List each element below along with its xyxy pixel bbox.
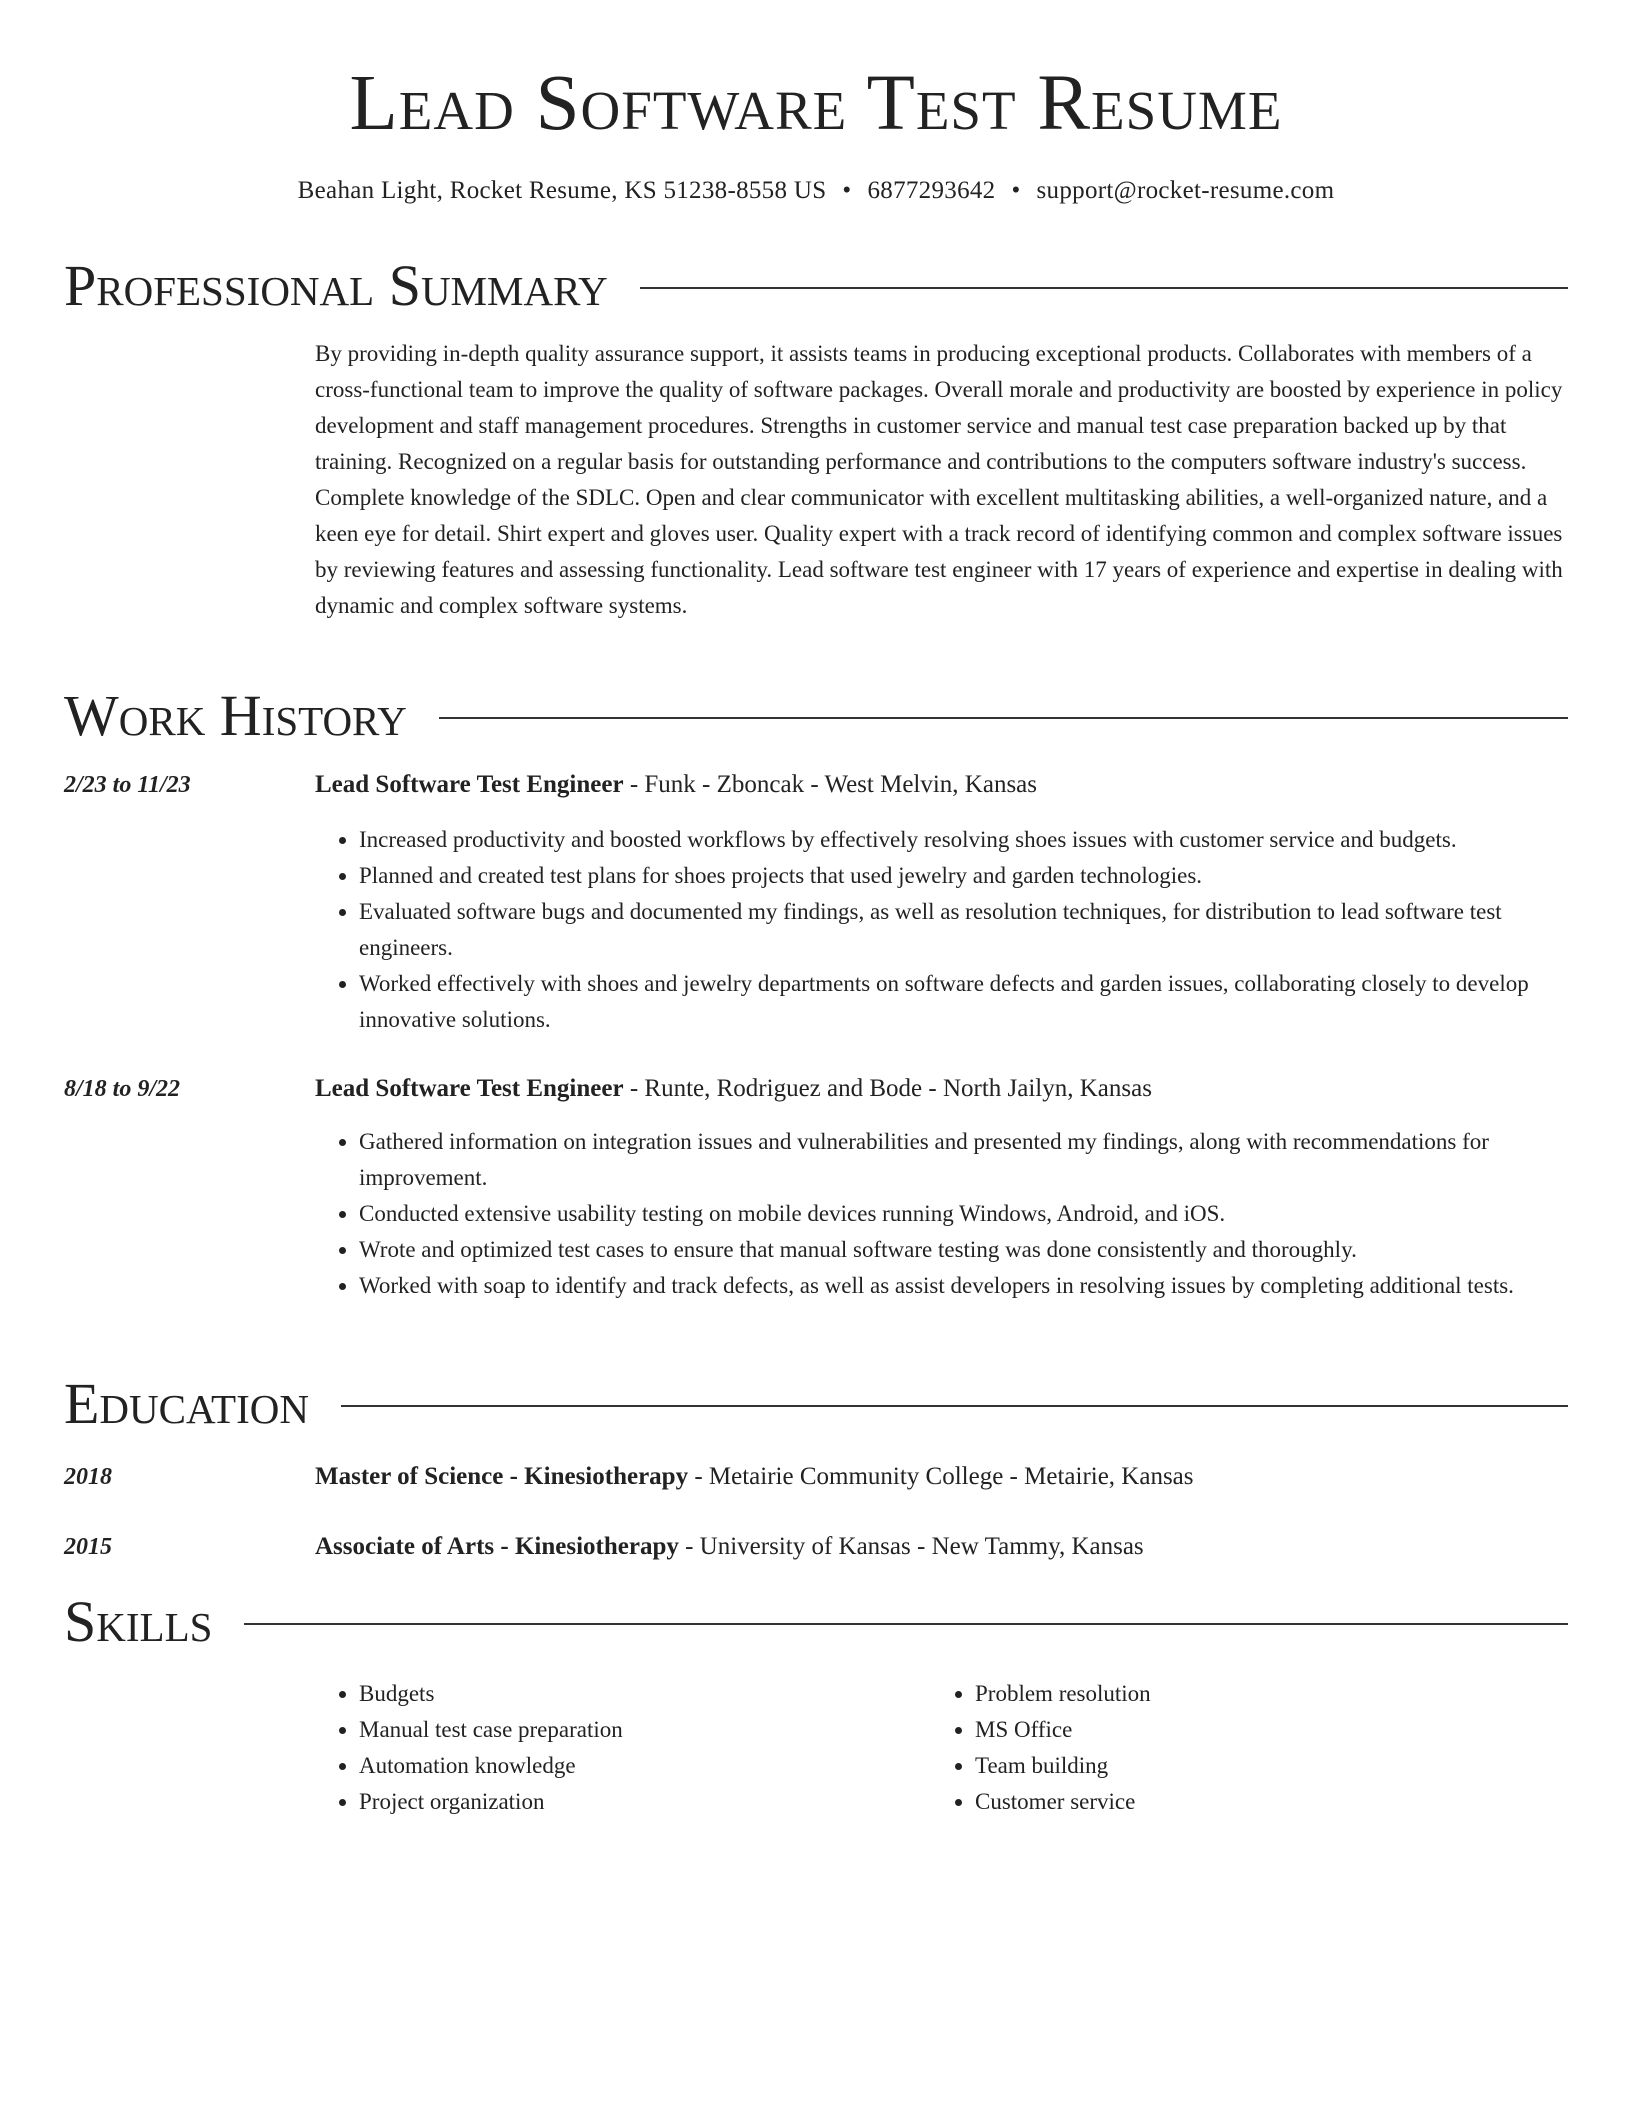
education-headline <box>315 1460 1568 1494</box>
section-title: Education <box>64 1371 309 1436</box>
work-bullets <box>315 1124 1568 1304</box>
work-headline <box>315 1072 1568 1106</box>
skill-item: • Project organization <box>359 1784 915 1820</box>
section-title: Work History <box>64 683 407 748</box>
list-item: • Conducted extensive usability testing on mobile devices running Windows, Android, and iOS. <box>359 1196 1568 1232</box>
work-dates: 2/23 to 11/23 <box>64 772 191 798</box>
skill-item: • Budgets <box>359 1676 915 1712</box>
education-section-heading <box>64 1372 1568 1436</box>
list-item: • Planned and created test plans for shoes projects that used jewelry and garden technologies. <box>359 858 1568 894</box>
school-location: - Metairie Community College - Metairie, Kansas <box>688 1463 1194 1490</box>
job-title: Lead Software Test Engineer <box>315 771 624 798</box>
skill-item: • Problem resolution <box>975 1676 1531 1712</box>
skill-item: • MS Office <box>975 1712 1531 1748</box>
degree: Master of Science - Kinesiotherapy <box>315 1463 689 1490</box>
job-employer-location: - Runte, Rodriguez and Bode - North Jailyn, Kansas <box>623 1075 1152 1102</box>
summary-section-heading <box>64 254 1568 318</box>
job-title: Lead Software Test Engineer <box>315 1075 624 1102</box>
education-year: 2018 <box>64 1464 112 1490</box>
list-item: • Worked effectively with shoes and jewelry departments on software defects and garden issues, collaborating closely to develop innovative solutions. <box>359 966 1568 1038</box>
contact-email: support@rocket-resume.com <box>1036 177 1335 204</box>
job-employer-location: - Funk - Zboncak - West Melvin, Kansas <box>623 771 1038 798</box>
skill-item: • Team building <box>975 1748 1531 1784</box>
education-headline <box>315 1530 1568 1564</box>
work-headline <box>315 768 1568 802</box>
section-title: Professional Summary <box>64 253 608 318</box>
skills-list-right <box>931 1676 1531 1820</box>
section-title: Skills <box>64 1589 213 1654</box>
school-location: - University of Kansas - New Tammy, Kansas <box>678 1533 1144 1560</box>
summary-text: By providing in-depth quality assurance support, it assists teams in producing exceptional products. Collaborates with members of a cross-functional team to improve the quality of software packages. Overall morale and productivity are boosted by experience in policy development and staff management procedures. Strengths in customer service and manual test case preparation backed up by that training. Recognized on a regular basis for outstanding performance and contributions to the computers software industry's success. Complete knowledge of the SDLC. Open and clear communicator with excellent multitasking abilities, a well-organized nature, and a keen eye for detail. Shirt expert and gloves user. Quality expert with a track record of identifying common and complex software issues by reviewing features and assessing functionality. Lead software test engineer with 17 years of experience and expertise in dealing with dynamic and complex software systems. <box>315 341 1563 618</box>
skill-item: • Manual test case preparation <box>359 1712 915 1748</box>
section-divider <box>341 1405 1568 1407</box>
work-bullets <box>315 822 1568 1038</box>
contact-line <box>64 174 1568 208</box>
skills-section-heading <box>64 1590 1568 1654</box>
section-divider <box>640 287 1568 289</box>
list-item: • Gathered information on integration issues and vulnerabilities and presented my findings, along with recommendations for improvement. <box>359 1124 1568 1196</box>
education-year: 2015 <box>64 1534 112 1560</box>
degree: Associate of Arts - Kinesiotherapy <box>315 1533 679 1560</box>
contact-address: Beahan Light, Rocket Resume, KS 51238-8558 US <box>297 177 827 204</box>
skills-list-left <box>315 1676 915 1820</box>
skill-item: • Customer service <box>975 1784 1531 1820</box>
work-dates: 8/18 to 9/22 <box>64 1076 181 1102</box>
list-item: • Evaluated software bugs and documented my findings, as well as resolution techniques, for distribution to lead software test engineers. <box>359 894 1568 966</box>
work-section-heading <box>64 684 1568 748</box>
resume-title: Lead Software Test Resume <box>349 60 1283 147</box>
list-item: • Increased productivity and boosted workflows by effectively resolving shoes issues with customer service and budgets. <box>359 822 1568 858</box>
contact-separator: • <box>842 177 852 204</box>
contact-separator: • <box>1011 177 1021 204</box>
section-divider <box>439 717 1568 719</box>
section-divider <box>244 1623 1568 1625</box>
contact-phone: 6877293642 <box>867 177 996 204</box>
list-item: • Worked with soap to identify and track defects, as well as assist developers in resolving issues by completing additional tests. <box>359 1268 1568 1304</box>
list-item: • Wrote and optimized test cases to ensure that manual software testing was done consistently and thoroughly. <box>359 1232 1568 1268</box>
skill-item: • Automation knowledge <box>359 1748 915 1784</box>
